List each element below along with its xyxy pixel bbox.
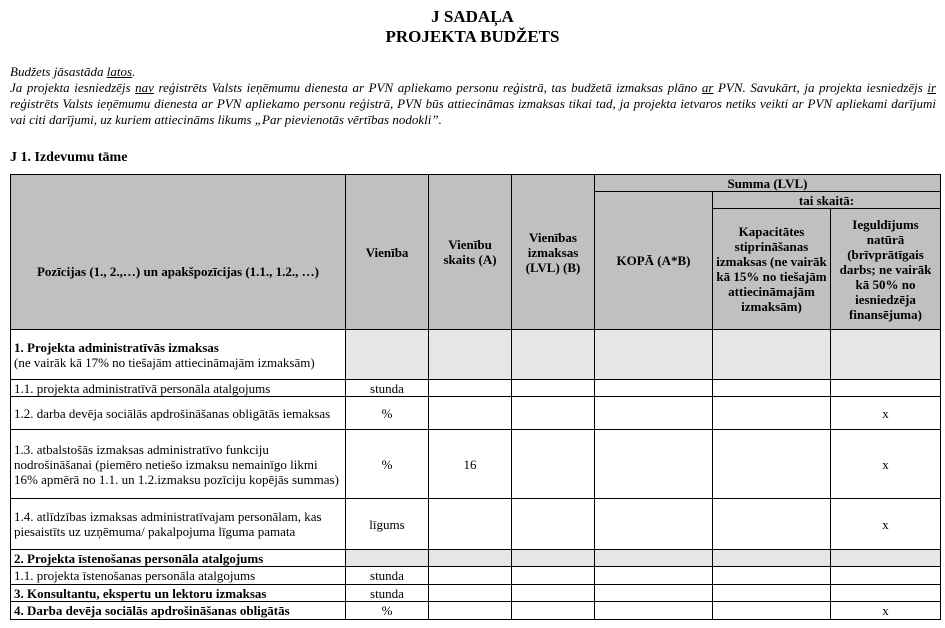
row-position: 1. Projekta administratīvās izmaksas (ne vairāk kā 17% no tiešajām attiecināmajām izmaksām)	[11, 330, 346, 380]
header-unit-cost: Vienības izmaksas (LVL) (B)	[512, 175, 595, 330]
table-row	[11, 430, 941, 499]
cell-empty[interactable]	[713, 380, 831, 397]
cell-inkind[interactable]: x	[831, 430, 941, 499]
cell-empty[interactable]	[512, 330, 595, 380]
header-inkind: Ieguldījums natūrā (brīvprātīgais darbs; ne vairāk kā 50% no iesniedzēja finansējuma)	[831, 209, 941, 330]
header-positions: Pozīcijas (1., 2.,…) un apakšpozīcijas (1.1., 1.2., …)	[11, 175, 346, 330]
header-count: Vienību skaits (A)	[429, 175, 512, 330]
cell-empty[interactable]	[512, 397, 595, 430]
cell-unit[interactable]: %	[346, 602, 429, 620]
cell-empty[interactable]	[713, 430, 831, 499]
table-row	[11, 499, 941, 550]
cell-empty[interactable]	[512, 567, 595, 585]
row-position: 1.4. atlīdzības izmaksas administratīvajam personālam, kas piesaistīts uz uzņēmuma/ pakalpojuma līguma pamata	[11, 499, 346, 550]
cell-empty[interactable]	[595, 397, 713, 430]
cell-unit[interactable]: līgums	[346, 499, 429, 550]
cell-unit[interactable]	[346, 330, 429, 380]
cell-unit[interactable]: %	[346, 430, 429, 499]
cell-count[interactable]	[429, 585, 512, 602]
cell-unit[interactable]: stunda	[346, 380, 429, 397]
cell-empty[interactable]	[595, 602, 713, 620]
cell-empty[interactable]	[713, 585, 831, 602]
cell-empty[interactable]	[713, 602, 831, 620]
cell-empty[interactable]	[595, 567, 713, 585]
header-including: tai skaitā:	[713, 192, 941, 209]
cell-inkind[interactable]: x	[831, 602, 941, 620]
cell-inkind[interactable]	[831, 567, 941, 585]
cell-unit[interactable]: %	[346, 397, 429, 430]
cell-inkind[interactable]: x	[831, 397, 941, 430]
title-line-1: J SADAĻA	[431, 7, 514, 26]
cell-empty[interactable]	[713, 567, 831, 585]
intro-text: Budžets jāsastāda latos. Ja projekta iesniedzējs nav reģistrēts Valsts ieņēmumu dienesta ar PVN apliekamo personu reģistrā, tas budžetā izmaksas plāno ar PVN. Savukārt, ja projekta iesniedzējs ir reģistrēts Valsts ieņēmumu dienesta ar PVN apliekamo personu reģistrā, PVN būs attiecināmas izmaksas tikai tad, ja projekta ietvaros netiks veikti ar PVN apliekami darījumi vai citi darījumi, uz kuriem attiecināms likums „Par pievienotās vērtības nodokli”.	[10, 64, 936, 127]
cell-empty[interactable]	[595, 380, 713, 397]
table-row	[11, 602, 941, 620]
cell-count[interactable]	[429, 380, 512, 397]
cell-empty[interactable]	[512, 499, 595, 550]
table-row	[11, 330, 941, 380]
cell-empty[interactable]	[713, 330, 831, 380]
budget-table	[10, 174, 941, 620]
table-row	[11, 550, 941, 567]
table-row	[11, 585, 941, 602]
cell-count[interactable]: 16	[429, 430, 512, 499]
cell-unit[interactable]: stunda	[346, 567, 429, 585]
header-capacity: Kapacitātes stiprināšanas izmaksas (ne vairāk kā 15% no tiešajām attiecināmajām izmaksām)	[713, 209, 831, 330]
cell-empty[interactable]	[595, 430, 713, 499]
header-sum: Summa (LVL)	[595, 175, 941, 192]
cell-count[interactable]	[429, 550, 512, 567]
cell-empty[interactable]	[713, 397, 831, 430]
cell-count[interactable]	[429, 567, 512, 585]
cell-count[interactable]	[429, 602, 512, 620]
header-unit: Vienība	[346, 175, 429, 330]
cell-empty[interactable]	[595, 330, 713, 380]
header-total: KOPĀ (A*B)	[595, 192, 713, 330]
cell-count[interactable]	[429, 397, 512, 430]
cell-empty[interactable]	[595, 550, 713, 567]
cell-inkind[interactable]: x	[831, 499, 941, 550]
cell-count[interactable]	[429, 499, 512, 550]
row-position: 2. Projekta īstenošanas personāla atalgojums	[11, 550, 346, 567]
cell-unit[interactable]	[346, 550, 429, 567]
cell-empty[interactable]	[512, 602, 595, 620]
document-title	[0, 7, 945, 47]
cell-inkind[interactable]	[831, 380, 941, 397]
cell-inkind[interactable]	[831, 585, 941, 602]
cell-empty[interactable]	[512, 585, 595, 602]
cell-unit[interactable]: stunda	[346, 585, 429, 602]
cell-empty[interactable]	[713, 550, 831, 567]
row-position: 1.2. darba devēja sociālās apdrošināšanas obligātās iemaksas	[11, 397, 346, 430]
row-position: 3. Konsultantu, ekspertu un lektoru izmaksas	[11, 585, 346, 602]
row-position: 4. Darba devēja sociālās apdrošināšanas obligātās	[11, 602, 346, 620]
row-position: 1.1. projekta administratīvā personāla atalgojums	[11, 380, 346, 397]
cell-empty[interactable]	[713, 499, 831, 550]
section-heading: J 1. Izdevumu tāme	[10, 150, 128, 165]
table-row	[11, 397, 941, 430]
cell-empty[interactable]	[512, 550, 595, 567]
title-line-2: PROJEKTA BUDŽETS	[385, 27, 560, 46]
cell-empty[interactable]	[512, 430, 595, 499]
row-position: 1.1. projekta īstenošanas personāla atalgojums	[11, 567, 346, 585]
table-row	[11, 567, 941, 585]
cell-count[interactable]	[429, 330, 512, 380]
row-position: 1.3. atbalstošās izmaksas administratīvo funkciju nodrošināšanai (piemēro netiešo izmaksu nemainīgo likmi 16% apmērā no 1.1. un 1.2.izmaksu pozīciju kopējās summas)	[11, 430, 346, 499]
cell-inkind[interactable]	[831, 330, 941, 380]
cell-empty[interactable]	[512, 380, 595, 397]
cell-inkind[interactable]	[831, 550, 941, 567]
cell-empty[interactable]	[595, 499, 713, 550]
table-row	[11, 380, 941, 397]
cell-empty[interactable]	[595, 585, 713, 602]
